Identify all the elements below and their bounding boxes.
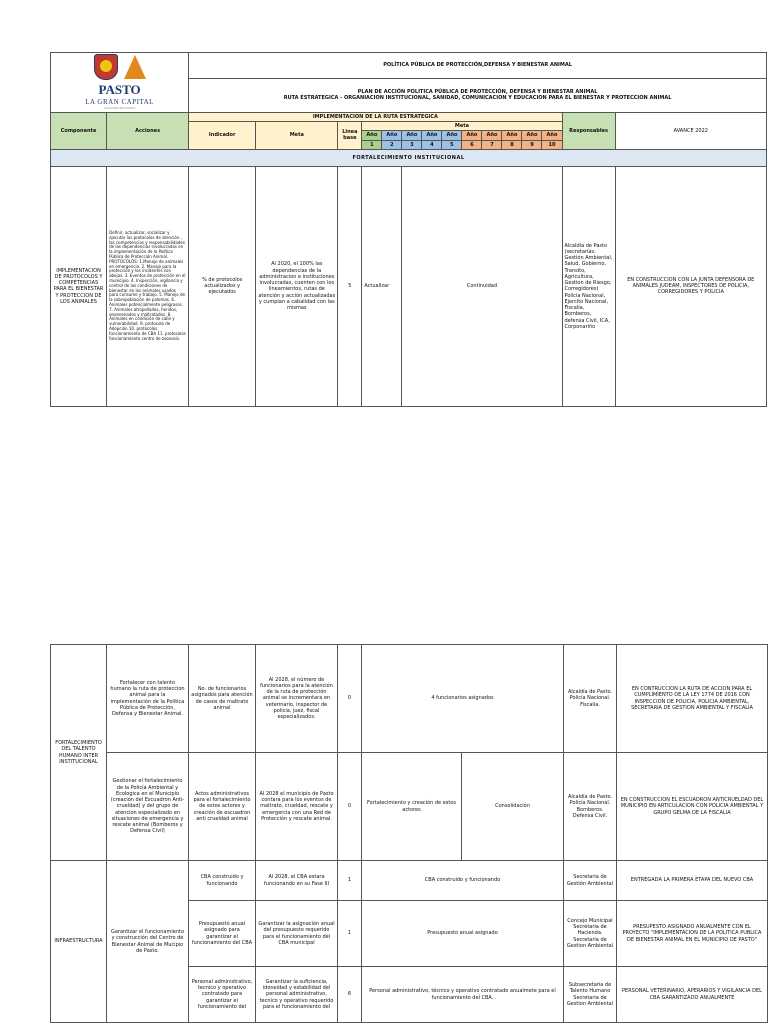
acciones-cell: Gestionar el fortalecimiento de la Policía Ambiental y Ecologica en el Municipio (creación del Escuadron Anti-crueldad) y del grupo de atencion especializado en situaciones de emergencia y rescate animal (Bomberos y Defensa Civil) xyxy=(107,753,189,861)
linea-base-cell: 5 xyxy=(338,166,362,406)
year-label-2: Año xyxy=(382,131,402,140)
header-componente: Componente xyxy=(51,112,107,149)
year-label-6: Año xyxy=(462,131,482,140)
avance-cell: EN CONTRUCCION LA RUTA DE ACCION PARA EL CUMPLIMIENTO DE LA LEY 1774 DE 2016 CON INSPECCION DE POLICIA, POLICIA AMBIENTAL, SECRETARIA DE GESTION AMBIENTAL Y FISCALIA xyxy=(617,645,768,753)
header-responsables: Responsables xyxy=(562,112,615,149)
responsables-cell: Secretaria de Gestión Ambiental xyxy=(564,861,617,901)
year-number-4: 4 xyxy=(422,140,442,149)
linea-base-cell: 0 xyxy=(338,753,362,861)
avance-cell: EN CONSTRUCCION EL ESCUADRON ANTICRUELDAD DEL MUNICIPIO EN ARTICULACION CON POLICIA AMBIENTAL Y GRUPO GELMA DE LA FISCALIA xyxy=(617,753,768,861)
componente-cell: INFRAESTRUCTURA xyxy=(51,861,107,1023)
flame-icon xyxy=(124,55,146,79)
meta-year-cell: Fortalecimiento y creación de estos actores xyxy=(362,753,462,861)
componente-cell: FORTALECIMIENTO DEL TALENTO HUMANO INTER INSTITUCIONAL xyxy=(51,645,107,861)
plan-table-part2 xyxy=(50,644,768,1023)
header-meta-group: Meta xyxy=(362,122,562,131)
header-indicador: Indicador xyxy=(189,122,256,150)
year-label-4: Año xyxy=(422,131,442,140)
table-row xyxy=(51,166,767,406)
plan-title-line2: RUTA ESTRATEGICA - ORGANIACION INSTITUCIONAL, SANIDAD, COMUNICACION Y EDUCACION PARA EL BIENESTAR Y PROTECCION ANIMAL xyxy=(283,95,672,102)
coat-of-arms-icon xyxy=(94,54,118,80)
year-number-1: 1 xyxy=(362,140,382,149)
linea-base-cell: 6 xyxy=(338,967,362,1023)
year-label-3: Año xyxy=(402,131,422,140)
meta-cell: Al 2028, el CBA estara funcionando en su Fase III xyxy=(256,861,338,901)
meta-year-cell: Personal administrativo, técnico y operativo contratado anualmete para el funcionamiento del CBA. xyxy=(362,967,564,1023)
linea-base-cell: 1 xyxy=(338,861,362,901)
header-meta: Meta xyxy=(256,122,338,150)
meta-year-cell: Actualizar xyxy=(362,166,402,406)
meta-cell: Al 2020, el 100% las dependencias de la administracion e instituciones involucradas, cuenten con los lineamientos, rutas de atención y acción actualizadas y cumplan a cabalidad con las mismas xyxy=(256,166,338,406)
year-number-9: 9 xyxy=(522,140,542,149)
year-number-2: 2 xyxy=(382,140,402,149)
indicador-cell: No. de funcionarios asignados para atención de casos de maltrato animal xyxy=(189,645,256,753)
table-row xyxy=(51,861,768,901)
linea-base-cell: 1 xyxy=(338,901,362,967)
year-number-5: 5 xyxy=(442,140,462,149)
year-label-9: Año xyxy=(522,131,542,140)
responsables-cell: Concejo Municipal Secretaria de Hacienda. Secretaria de Gestion Ambiental xyxy=(564,901,617,967)
logo-subtitle: LA GRAN CAPITAL xyxy=(85,98,154,107)
document-title: POLÍTICA PÚBLICA DE PROTECCIÓN,DEFENSA Y BIENESTAR ANIMAL xyxy=(189,53,767,79)
logo xyxy=(51,53,189,113)
meta-cell: Garantizar la suficiencia, idoneidad y estabilidad del personal administrativo, tecnico y operativo requerido para el funcionamiento del xyxy=(256,967,338,1023)
indicador-cell: Personal administrativo, tecnico y operativo contratado para garantizar el funcionamiento del xyxy=(189,967,256,1023)
section-title: FORTALECIMIENTO INSTITUCIONAL xyxy=(51,149,767,166)
responsables-cell: Alcaldía de Pasto (secretarías: Gestión Ambiental, Salud, Gobierno, Transito, Agricultura, Gestion de Riesgo, Corregidores) Policía Nacional, Ejercito Nacional, Fiscalía, Bomberos, defensa Civil, ICA, Corponariño xyxy=(562,166,615,406)
responsables-cell: Alcaldía de Pasto. Policía Nacional. Bomberos. Defensa Civil. xyxy=(564,753,617,861)
responsables-cell: Subsecretaria de Talento Humano Secretaria de Gestion Ambiental xyxy=(564,967,617,1023)
plan-table-part1 xyxy=(50,52,767,407)
acciones-cell: Definir, actualizar, socializar y ejecutar los protocolos de atención , las competencias y responsabilidades de las dependencias involucradas en la implementación de la Política Pública de Protección Animal. PROTOCOLOS: 1.Manejo de animales en emergencia. 2. Manejo para la protección y los incidentes con abejas. 3. Eventos de protección en el municipio. 4. Inspección, vigilancia y control de las condiciones de bienestar en los animales usados para consumo y trabajo. 5. Manejo de la sobrepoblación de palomas. 6. Animales potencialmente peligrosos. 7. Animales atropellados, heridos, envenenados y maltratados. 8. Animales en condición de calle y vulnerabilidad. 9. protocolo de Adopción 10. protocolos funcionamiento de CBA 11. protocolos funcionamiento centro de zoonosis. xyxy=(107,166,189,406)
table-row xyxy=(51,645,768,753)
header-acciones: Acciones xyxy=(107,112,189,149)
meta-cell: Al 2028 el municipio de Pasto contara para los eventos de maltrato, crueldad, rescate y emergercia con una Red de Protección y rescate animal. xyxy=(256,753,338,861)
year-number-3: 3 xyxy=(402,140,422,149)
meta-year-cell: Consolidación xyxy=(462,753,564,861)
linea-base-cell: 0 xyxy=(338,645,362,753)
avance-cell: PRESUPESTO ASIGNADO ANUALMENTE CON EL PROYECTO "IMPLEMENTACION DE LA POLITICA PUBLICA DE BIENESTAR ANIMAL EN EL MUNICIPIO DE PASTO" xyxy=(617,901,768,967)
year-number-8: 8 xyxy=(502,140,522,149)
year-number-10: 10 xyxy=(542,140,562,149)
meta-year-cell: 4 funcionarios asignados xyxy=(362,645,564,753)
avance-cell: ENTREGADA LA PRIMERA ETAPA DEL NUEVO CBA xyxy=(617,861,768,901)
plan-title-line1: PLAN DE ACCIÓN POLITICA PÚBLICA DE PROTECCIÓN, DEFENSA Y BIENESTAR ANIMAL xyxy=(357,89,598,95)
indicador-cell: Presupuesto anual asignado para garantizar el funcionamiento del CBA xyxy=(189,901,256,967)
indicador-cell: Actos administrativos para el fortalecimiento de estos actores y creación de escuadron anti crueldad animal xyxy=(189,753,256,861)
indicador-cell: CBA construido y funcionando xyxy=(189,861,256,901)
header-implementation: IMPLEMENTACION DE LA RUTA ESTRATEGICA xyxy=(189,112,562,121)
year-number-7: 7 xyxy=(482,140,502,149)
plan-title xyxy=(189,78,767,112)
year-number-6: 6 xyxy=(462,140,482,149)
header-linea-base: Linea base xyxy=(338,122,362,150)
acciones-cell: Fortalecer con talento humano la ruta de proteccion animal para la implementación de la Política Pública de Protección, Defensa y Bienestar Animal. xyxy=(107,645,189,753)
indicador-cell: % de protocolos actualizados y ejecutados xyxy=(189,166,256,406)
year-label-8: Año xyxy=(502,131,522,140)
logo-tagline: ALCALDÍA DE PASTO xyxy=(104,106,135,110)
avance-cell: EN CONSTRUCCION CON LA JUNTA DEFENSORA DE ANIMALES JUDEAM, INSPECTORES DE POLICIA, CORREGIDORES Y POLICIA xyxy=(615,166,766,406)
avance-cell: PERSONAL VETERINARIO, APERARIOS Y VIGILANCIA DEL CBA GARANTIZADO ANUALMENTE xyxy=(617,967,768,1023)
meta-cell: Al 2028, el número de funcionarios para la atención de la ruta de protección animal se incrementara en veterinario, inspector de policia, juez, fiscal especializados. xyxy=(256,645,338,753)
table-row xyxy=(51,753,768,861)
header-avance: AVANCE 2022 xyxy=(615,112,766,149)
meta-year-cell: Continuidad xyxy=(402,166,562,406)
meta-cell: Garantizar la asignación anual del presupuesto requerido para el funcionamiento del CBA municipal xyxy=(256,901,338,967)
meta-year-cell: Presupuesto anual asignado xyxy=(362,901,564,967)
meta-year-cell: CBA construido y funcionando xyxy=(362,861,564,901)
year-label-10: Año xyxy=(542,131,562,140)
logo-name: PASTO xyxy=(98,82,141,97)
year-label-7: Año xyxy=(482,131,502,140)
year-label-1: Año xyxy=(362,131,382,140)
responsables-cell: Alcaldía de Pasto. Policía Nacional. Fiscalía. xyxy=(564,645,617,753)
componente-cell: IMPLEMENTACION DE PROTOCOLOS Y COMPETENCIAS PARA EL BIENESTAR Y PROTECCION DE LOS ANIMALES xyxy=(51,166,107,406)
year-label-5: Año xyxy=(442,131,462,140)
acciones-cell: Garantizar el funcionamiento y construcción del Centro de Bienestar Animal de Mucipio de Pasto. xyxy=(107,861,189,1023)
